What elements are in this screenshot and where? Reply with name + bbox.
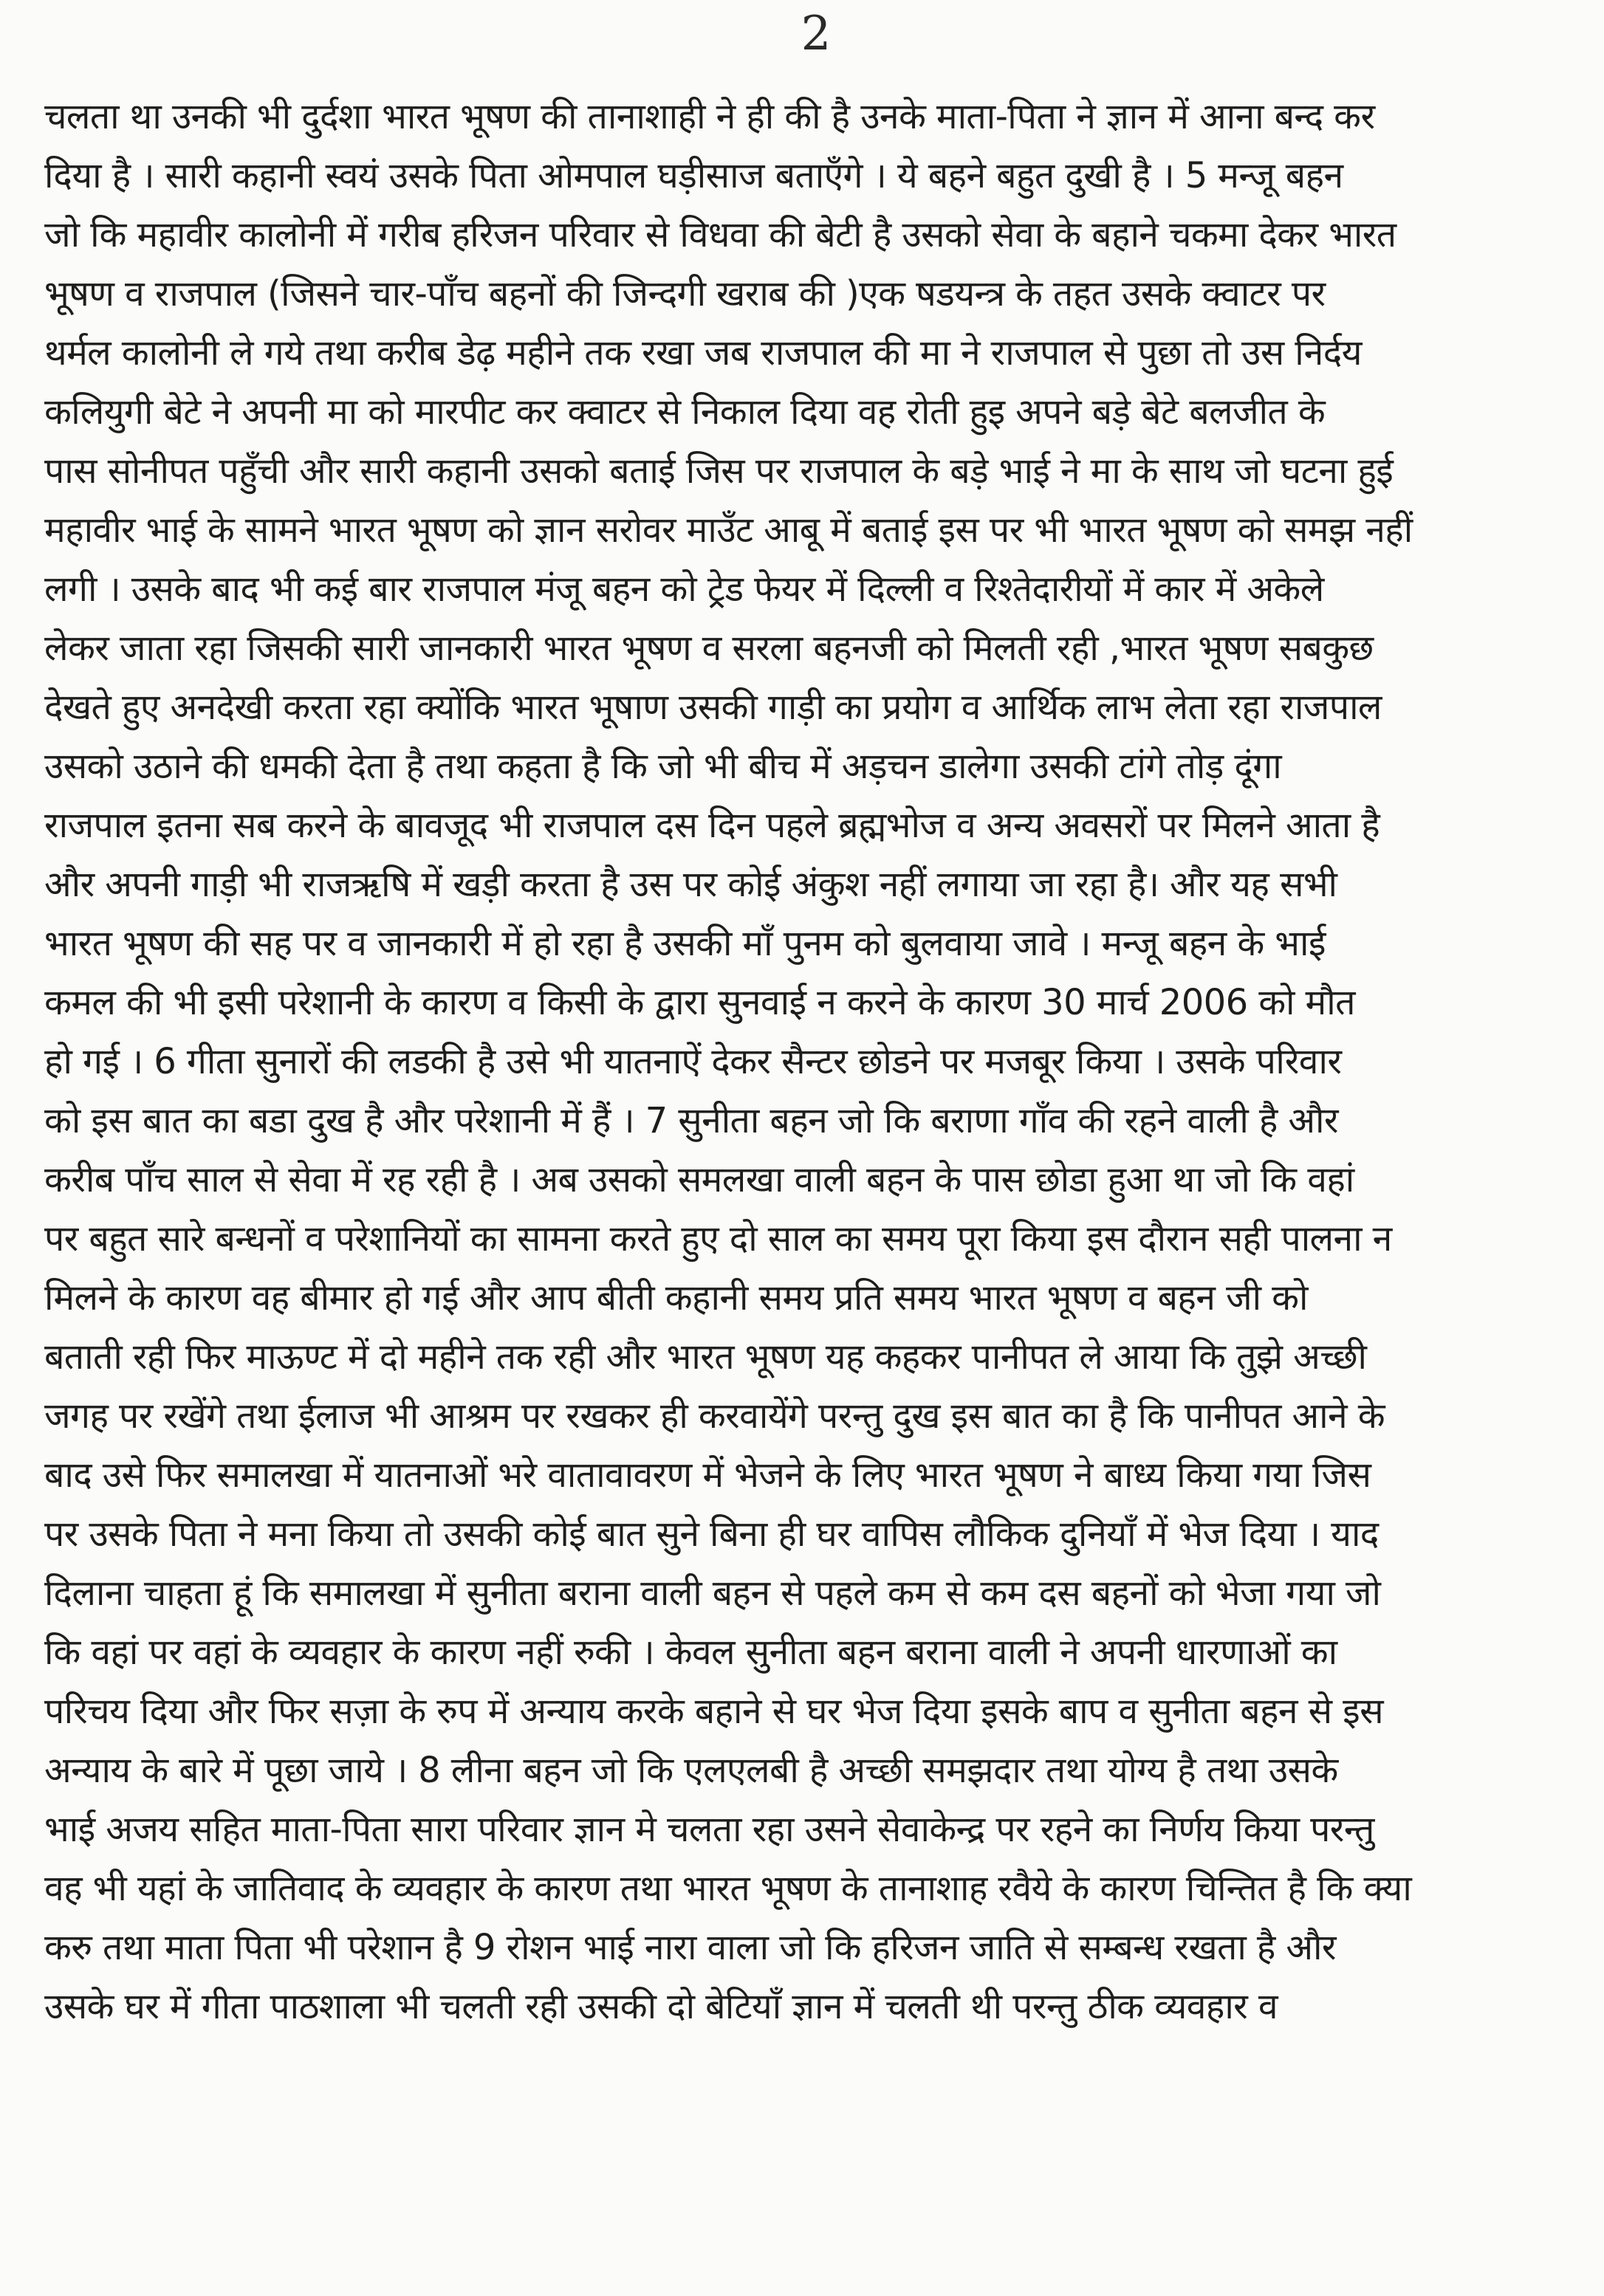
text-line: लेकर जाता रहा जिसकी सारी जानकारी भारत भूषण व सरला बहनजी को मिलती रही ,भारत भूषण सबकुछ (44, 628, 1374, 669)
text-line: राजपाल इतना सब करने के बावजूद भी राजपाल दस दिन पहले ब्रह्मभोज व अन्य अवसरों पर मिलने आता है (44, 805, 1380, 846)
text-line: भाई अजय सहित माता-पिता सारा परिवार ज्ञान मे चलता रहा उसने सेवाकेन्द्र पर रहने का निर्णय किया परन्तु (44, 1809, 1374, 1850)
text-line: चलता था उनकी भी दुर्दशा भारत भूषण की तानाशाही ने ही की है उनके माता-पिता ने ज्ञान में आना बन्द कर (44, 96, 1375, 137)
text-line: मिलने के कारण वह बीमार हो गई और आप बीती कहानी समय प्रति समय भारत भूषण व बहन जी को (44, 1277, 1308, 1319)
text-line: परिचय दिया और फिर सज़ा के रुप में अन्याय करके बहाने से घर भेज दिया इसके बाप व सुनीता बहन से इस (44, 1691, 1383, 1732)
text-line: कलियुगी बेटे ने अपनी मा को मारपीट कर क्वाटर से निकाल दिया वह रोती हुइ अपने बड़े बेटे बलजीत के (44, 391, 1326, 433)
text-line: को इस बात का बडा दुख है और परेशानी में हैं । 7 सुनीता बहन जो कि बराणा गाँव की रहने वाली है और (44, 1100, 1338, 1141)
text-line: उसके घर में गीता पाठशाला भी चलती रही उसकी दो बेटियाँ ज्ञान में चलती थी परन्तु ठीक व्यवहार व (44, 1986, 1278, 2027)
text-line: महावीर भाई के सामने भारत भूषण को ज्ञान सरोवर माउँट आबू में बताई इस पर भी भारत भूषण को समझ नहीं (44, 509, 1413, 551)
text-line: भारत भूषण की सह पर व जानकारी में हो रहा है उसकी माँ पुनम को बुलवाया जावे । मन्जू बहन के भाई (44, 923, 1326, 964)
text-line: करु तथा माता पिता भी परेशान है 9 रोशन भाई नारा वाला जो कि हरिजन जाति से सम्बन्ध रखता है और (44, 1927, 1336, 1968)
text-line: और अपनी गाड़ी भी राजऋषि में खड़ी करता है उस पर कोई अंकुश नहीं लगाया जा रहा है। और यह सभी (44, 864, 1337, 905)
text-line: पर उसके पिता ने मना किया तो उसकी कोई बात सुने बिना ही घर वापिस लौकिक दुनियाँ में भेज दिया । याद (44, 1513, 1379, 1555)
text-line: कमल की भी इसी परेशानी के कारण व किसी के द्वारा सुनवाई न करने के कारण 30 मार्च 2006 को मौत (44, 982, 1355, 1023)
text-line: देखते हुए अनदेखी करता रहा क्योंकि भारत भूषाण उसकी गाड़ी का प्रयोग व आर्थिक लाभ लेता रहा राजपाल (44, 687, 1382, 728)
text-line: बताती रही फिर माऊण्ट में दो महीने तक रही और भारत भूषण यह कहकर पानीपत ले आया कि तुझे अच्छी (44, 1336, 1367, 1378)
text-line: पर बहुत सारे बन्धनों व परेशानियों का सामना करते हुए दो साल का समय पूरा किया इस दौरान सही पालना न (44, 1218, 1392, 1259)
text-line: बाद उसे फिर समालखा में यातनाओं भरे वातावावरण में भेजने के लिए भारत भूषण ने बाध्य किया गया जिस (44, 1454, 1371, 1496)
page-number: 2 (801, 7, 832, 61)
text-line: दिया है । सारी कहानी स्वयं उसके पिता ओमपाल घड़ीसाज बताएँगे । ये बहने बहुत दुखी है । 5 मन्जू बहन (44, 155, 1343, 196)
text-line: दिलाना चाहता हूं कि समालखा में सुनीता बराना वाली बहन से पहले कम से कम दस बहनों को भेजा गया जो (44, 1573, 1381, 1614)
text-line: हो गई । 6 गीता सुनारों की लडकी है उसे भी यातनाऐं देकर सैन्टर छोडने पर मजबूर किया । उसके परिवार (44, 1041, 1342, 1082)
letter-body (44, 87, 1566, 2036)
text-line: वह भी यहां के जातिवाद के व्यवहार के कारण तथा भारत भूषण के तानाशाह रवैये के कारण चिन्तित है कि क्या (44, 1868, 1412, 1909)
text-line: पास सोनीपत पहुँची और सारी कहानी उसको बताई जिस पर राजपाल के बड़े भाई ने मा के साथ जो घटना हुई (44, 450, 1394, 492)
text-line: उसको उठाने की धमकी देता है तथा कहता है कि जो भी बीच में अड़चन डालेगा उसकी टांगे तोड़ दूंगा (44, 746, 1282, 787)
text-line: करीब पाँच साल से सेवा में रह रही है । अब उसको समलखा वाली बहन के पास छोडा हुआ था जो कि वहां (44, 1159, 1354, 1200)
text-line: जगह पर रखेंगे तथा ईलाज भी आश्रम पर रखकर ही करवायेंगे परन्तु दुख इस बात का है कि पानीपत आने के (44, 1395, 1385, 1437)
text-line: भूषण व राजपाल (जिसने चार-पाँच बहनों की जिन्दगी खराब की )एक षडयन्त्र के तहत उसके क्वाटर पर (44, 273, 1326, 315)
text-line: जो कि महावीर कालोनी में गरीब हरिजन परिवार से विधवा की बेटी है उसको सेवा के बहाने चकमा देकर भारत (44, 214, 1396, 255)
text-line: कि वहां पर वहां के व्यवहार के कारण नहीं रुकी । केवल सुनीता बहन बराना वाली ने अपनी धारणाओं का (44, 1632, 1337, 1673)
text-line: लगी । उसके बाद भी कई बार राजपाल मंजू बहन को ट्रेड फेयर में दिल्ली व रिश्तेदारीयों में कार में अकेले (44, 568, 1324, 610)
text-line: अन्याय के बारे में पूछा जाये । 8 लीना बहन जो कि एलएलबी है अच्छी समझदार तथा योग्य है तथा उसके (44, 1750, 1338, 1791)
text-line: थर्मल कालोनी ले गये तथा करीब डेढ़ महीने तक रखा जब राजपाल की मा ने राजपाल से पुछा तो उस निर्दय (44, 332, 1362, 374)
